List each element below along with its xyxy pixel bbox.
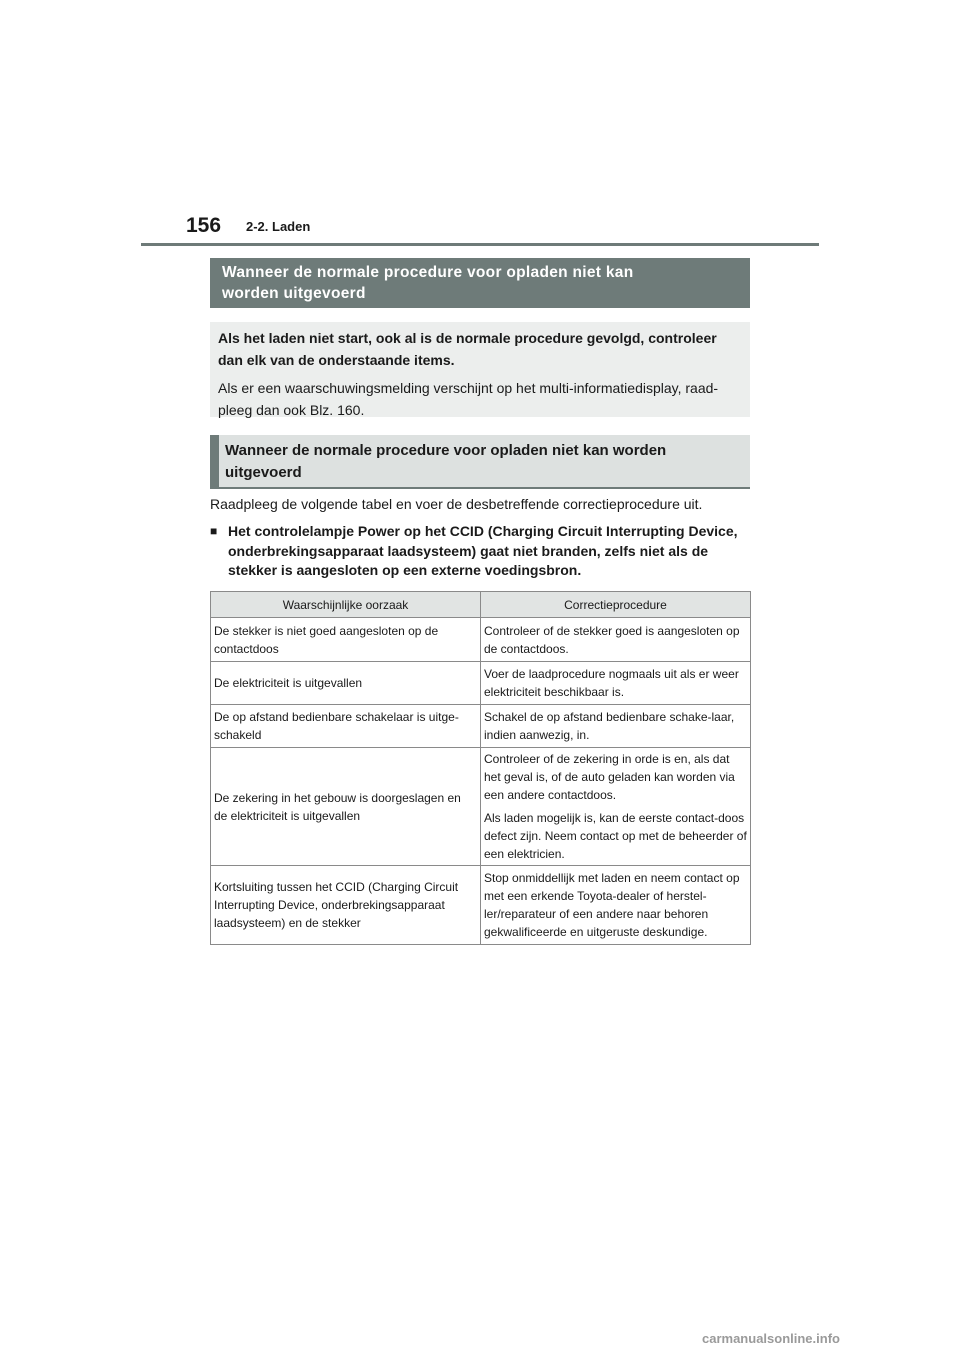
fix-text: Schakel de op afstand bedienbare schake-laar, indien aanwezig, in. <box>484 710 735 742</box>
notice-text: Als er een waarschuwingsmelding verschijnt op het multi-informatiedisplay, raad-pleeg dan ook Blz. 160. <box>218 380 719 418</box>
fix-text: Voer de laadprocedure nogmaals uit als er weer elektriciteit beschikbaar is. <box>484 667 739 699</box>
cause-cell: De zekering in het gebouw is doorgeslagen en de elektriciteit is uitgevallen <box>211 748 481 866</box>
fix-cell <box>481 866 751 945</box>
notice-bold-text: Als het laden niet start, ook al is de normale procedure gevolgd, controleer dan elk van de onderstaande items. <box>218 330 717 368</box>
subheading-line1: Wanneer de normale procedure voor opladen niet kan worden <box>225 442 667 459</box>
header-divider <box>141 243 819 246</box>
bullet-item <box>210 522 755 581</box>
section-banner <box>210 258 750 308</box>
cause-cell: De op afstand bedienbare schakelaar is uitge-schakeld <box>211 705 481 748</box>
subheading-line2: uitgevoerd <box>225 464 302 481</box>
header-cause: Waarschijnlijke oorzaak <box>211 592 481 618</box>
cause-cell: Kortsluiting tussen het CCID (Charging Circuit Interrupting Device, onderbrekingsapparaat laadsysteem) en de stekker <box>211 866 481 945</box>
notice-box <box>210 322 750 417</box>
fix-text: Als laden mogelijk is, kan de eerste contact-doos defect zijn. Neem contact op met de beheerder of een elektricien. <box>484 811 747 861</box>
page-number: 156 <box>186 214 222 237</box>
subheading <box>210 435 750 489</box>
section-label: 2-2. Laden <box>246 219 311 234</box>
table-row <box>211 866 751 945</box>
fix-text: Controleer of de zekering in orde is en, als dat het geval is, of de auto geladen kan worden via een andere contactdoos. <box>484 752 735 802</box>
watermark: carmanualsonline.info <box>702 1331 840 1346</box>
table-header-row <box>211 592 751 618</box>
fix-cell <box>481 618 751 662</box>
fix-cell <box>481 748 751 866</box>
table-row <box>211 748 751 866</box>
banner-title-line1: Wanneer de normale procedure voor opladen niet kan <box>222 264 634 281</box>
bullet-text: Het controlelampje Power op het CCID (Charging Circuit Interrupting Device, onderbrekingsapparaat laadsysteem) gaat niet branden, zelfs niet als de stekker is aangesloten op een externe voedingsbron. <box>228 523 738 578</box>
cause-cell: De stekker is niet goed aangesloten op de contactdoos <box>211 618 481 662</box>
troubleshooting-table <box>210 591 751 945</box>
table-row <box>211 662 751 705</box>
header-fix: Correctieprocedure <box>481 592 751 618</box>
intro-paragraph: Raadpleeg de volgende tabel en voer de desbetreffende correctieprocedure uit. <box>210 496 703 512</box>
fix-text: Stop onmiddellijk met laden en neem contact op met een erkende Toyota-dealer of herstel-ler/reparateur of een andere naar behoren gekwalificeerde en uitgeruste deskundige. <box>484 871 740 939</box>
cause-cell: De elektriciteit is uitgevallen <box>211 662 481 705</box>
table-row <box>211 705 751 748</box>
fix-cell <box>481 662 751 705</box>
fix-text: Controleer of de stekker goed is aangesloten op de contactdoos. <box>484 623 740 656</box>
banner-title-line2: worden uitgevoerd <box>222 285 366 302</box>
square-bullet-icon: ■ <box>210 524 218 538</box>
table-row <box>211 618 751 662</box>
fix-cell <box>481 705 751 748</box>
